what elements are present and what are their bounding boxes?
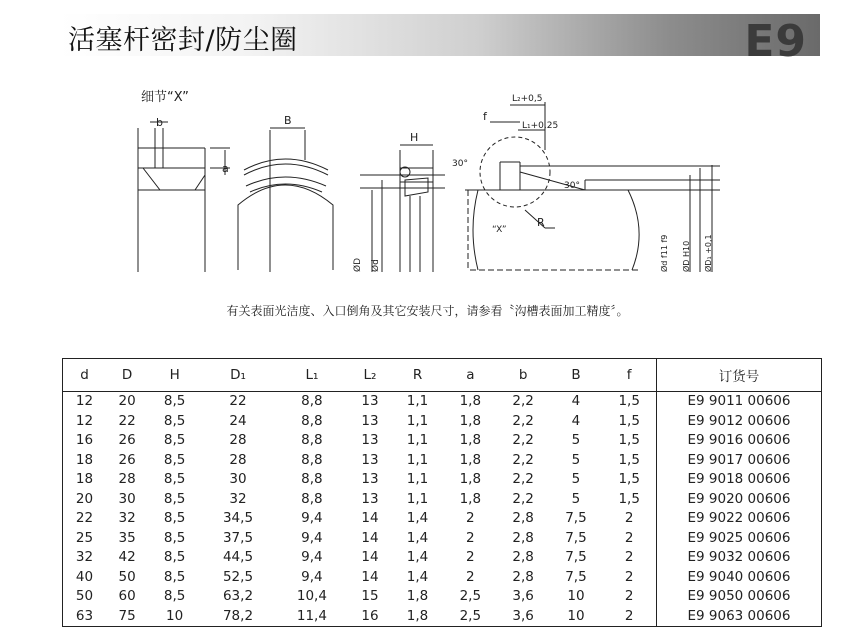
table-cell: 10	[567, 588, 585, 605]
table-row	[63, 392, 822, 412]
table-cell: 5	[571, 432, 581, 449]
order-number-cell: E9 9016 00606	[657, 431, 822, 451]
col-d: d	[63, 359, 106, 392]
table-cell: 1,1	[406, 490, 429, 507]
table-cell: 7,5	[565, 510, 587, 527]
table-cell: 34,5	[222, 510, 254, 527]
dim-X: “X”	[492, 225, 507, 235]
col-D: D	[106, 359, 148, 392]
table-cell: 8,5	[163, 412, 186, 429]
table-cell: 13	[361, 412, 379, 429]
order-number-cell: E9 9011 00606	[657, 392, 822, 412]
table-cell: 3,6	[512, 588, 534, 605]
table-cell: 4	[571, 393, 581, 410]
table-cell: 8,5	[163, 471, 186, 488]
table-cell: 44,5	[222, 549, 254, 566]
col-B: B	[550, 359, 603, 392]
table-cell: 1,8	[406, 588, 429, 605]
table-row	[63, 451, 822, 471]
table-cell: 2,5	[459, 607, 482, 624]
table-cell: 14	[361, 510, 379, 527]
col-a: a	[444, 359, 497, 392]
table-cell: 2,2	[512, 432, 534, 449]
table-cell: 10	[166, 607, 184, 624]
table-cell: 2	[624, 568, 634, 585]
table-cell: 32	[229, 490, 247, 507]
col-D1: D₁	[201, 359, 275, 392]
dim-angle-2: 30°	[564, 181, 580, 191]
table-cell: 1,8	[459, 490, 482, 507]
table-cell: 2	[624, 549, 634, 566]
table-cell: 2,2	[512, 471, 534, 488]
table-cell: 5	[571, 490, 581, 507]
table-cell: 15	[361, 588, 379, 605]
table-cell: 8,8	[301, 412, 323, 429]
table-cell: 1,5	[618, 471, 640, 488]
table-cell: 18	[75, 471, 94, 488]
table-cell: 8,8	[301, 471, 323, 488]
table-cell: 28	[229, 451, 247, 468]
table-cell: 8,5	[163, 529, 186, 546]
table-cell: 1,5	[618, 432, 640, 449]
table-header-row	[63, 359, 822, 392]
table-cell: 2,2	[512, 490, 534, 507]
table-cell: 8,5	[163, 393, 186, 410]
table-cell: 14	[361, 568, 379, 585]
detail-label: 细节“X”	[141, 90, 189, 105]
dim-angle-1: 30°	[452, 159, 468, 169]
table-cell: 5	[571, 451, 581, 468]
table-cell: 2	[624, 529, 634, 546]
table-cell: 2,8	[512, 568, 534, 585]
page-title: 活塞杆密封/防尘圈	[68, 25, 298, 56]
table-cell: 2,8	[512, 549, 534, 566]
col-R: R	[391, 359, 444, 392]
order-number-cell: E9 9050 00606	[657, 587, 822, 607]
table-cell: 28	[229, 432, 247, 449]
table-cell: 8,5	[163, 588, 186, 605]
table-cell: 13	[361, 432, 379, 449]
table-cell: 1,1	[406, 471, 429, 488]
spec-table	[62, 358, 822, 627]
table-cell: 3,6	[512, 607, 534, 624]
table-cell: 32	[118, 510, 136, 527]
order-number-cell: E9 9063 00606	[657, 607, 822, 627]
table-cell: 13	[361, 451, 379, 468]
table-row	[63, 568, 822, 588]
dim-f: f	[483, 110, 487, 123]
table-cell: 2	[466, 510, 475, 527]
table-cell: 25	[75, 529, 94, 546]
table-cell: 50	[75, 588, 94, 605]
table-cell: 8,8	[301, 393, 323, 410]
table-cell: 7,5	[565, 568, 587, 585]
table-cell: 1,4	[406, 568, 429, 585]
order-number-cell: E9 9032 00606	[657, 548, 822, 568]
table-cell: 2	[624, 588, 634, 605]
table-cell: 1,8	[459, 393, 482, 410]
table-cell: 1,8	[459, 412, 482, 429]
table-cell: 2	[466, 568, 475, 585]
table-cell: 2	[624, 607, 634, 624]
table-cell: 1,5	[618, 393, 640, 410]
dim-DH: ØD H10	[682, 240, 691, 272]
table-cell: 20	[75, 490, 94, 507]
dim-a: a	[222, 162, 229, 175]
dim-L1: L₁+0,25	[522, 121, 559, 131]
table-cell: 1,8	[459, 432, 482, 449]
table-cell: 9,4	[301, 510, 323, 527]
table-cell: 8,8	[301, 490, 323, 507]
dim-R: R	[537, 216, 545, 229]
table-cell: 28	[118, 471, 136, 488]
col-order-number: 订货号	[657, 359, 822, 392]
product-code: E9	[744, 16, 807, 67]
table-cell: 7,5	[565, 549, 587, 566]
order-number-cell: E9 9018 00606	[657, 470, 822, 490]
table-cell: 2,2	[512, 393, 534, 410]
dim-df: Ød f11 f9	[660, 234, 669, 272]
table-cell: 1,1	[406, 412, 429, 429]
dim-L2: L₂+0,5	[512, 94, 543, 104]
order-number-cell: E9 9025 00606	[657, 529, 822, 549]
table-cell: 10,4	[296, 588, 327, 605]
table-cell: 12	[75, 393, 94, 410]
table-cell: 40	[75, 568, 94, 585]
table-cell: 1,1	[406, 432, 429, 449]
table-cell: 2,2	[512, 412, 534, 429]
table-row	[63, 490, 822, 510]
table-row	[63, 587, 822, 607]
table-cell: 35	[118, 529, 136, 546]
table-cell: 52,5	[222, 568, 254, 585]
table-cell: 1,4	[406, 549, 429, 566]
table-cell: 8,5	[163, 549, 186, 566]
table-cell: 50	[118, 568, 136, 585]
table-cell: 63	[75, 607, 94, 624]
order-number-cell: E9 9020 00606	[657, 490, 822, 510]
table-row	[63, 412, 822, 432]
table-cell: 13	[361, 490, 379, 507]
table-row	[63, 607, 822, 627]
table-cell: 8,5	[163, 451, 186, 468]
table-cell: 2	[466, 549, 475, 566]
table-cell: 7,5	[565, 529, 587, 546]
table-cell: 8,5	[163, 432, 186, 449]
dim-d: Ød	[371, 259, 381, 272]
order-number-cell: E9 9017 00606	[657, 451, 822, 471]
table-cell: 30	[229, 471, 247, 488]
table-cell: 9,4	[301, 568, 323, 585]
table-cell: 8,8	[301, 451, 323, 468]
table-cell: 9,4	[301, 549, 323, 566]
table-row	[63, 470, 822, 490]
table-cell: 1,5	[618, 451, 640, 468]
dim-H: H	[410, 131, 419, 144]
table-cell: 60	[118, 588, 136, 605]
table-cell: 18	[75, 451, 94, 468]
col-f: f	[602, 359, 656, 392]
table-cell: 24	[229, 412, 247, 429]
table-cell: 75	[118, 607, 136, 624]
table-cell: 9,4	[301, 529, 323, 546]
table-cell: 2	[466, 529, 475, 546]
table-cell: 26	[118, 451, 136, 468]
dim-D1: ØD₁ +0,1	[704, 234, 713, 272]
table-cell: 26	[118, 432, 136, 449]
order-number-cell: E9 9022 00606	[657, 509, 822, 529]
table-cell: 78,2	[222, 607, 254, 624]
table-cell: 8,5	[163, 568, 186, 585]
table-cell: 8,5	[163, 490, 186, 507]
table-cell: 1,4	[406, 529, 429, 546]
table-cell: 1,8	[406, 607, 429, 624]
installation-note: 有关表面光洁度、入口倒角及其它安装尺寸，请参看〝沟槽表面加工精度〞。	[226, 304, 629, 318]
table-cell: 8,8	[301, 432, 323, 449]
dim-D: ØD	[353, 257, 363, 272]
table-cell: 2,8	[512, 529, 534, 546]
dim-B: B	[284, 114, 292, 127]
table-cell: 13	[361, 471, 379, 488]
table-row	[63, 548, 822, 568]
table-cell: 2,8	[512, 510, 534, 527]
col-b: b	[497, 359, 550, 392]
table-cell: 16	[361, 607, 379, 624]
table-cell: 30	[118, 490, 136, 507]
table-row	[63, 431, 822, 451]
table-cell: 63,2	[222, 588, 254, 605]
table-cell: 42	[118, 549, 136, 566]
table-cell: 32	[75, 549, 94, 566]
table-cell: 22	[118, 412, 136, 429]
table-cell: 2,5	[459, 588, 482, 605]
table-row	[63, 509, 822, 529]
table-cell: 16	[75, 432, 94, 449]
table-cell: 13	[361, 393, 379, 410]
table-cell: 11,4	[296, 607, 327, 624]
col-L1: L₁	[275, 359, 349, 392]
table-cell: 1,1	[406, 451, 429, 468]
table-cell: 2	[624, 510, 634, 527]
table-cell: 5	[571, 471, 581, 488]
table-cell: 14	[361, 549, 379, 566]
table-cell: 4	[571, 412, 581, 429]
table-cell: 1,4	[406, 510, 429, 527]
technical-drawing	[0, 0, 855, 300]
dim-b: b	[156, 116, 163, 129]
table-cell: 1,1	[406, 393, 429, 410]
table-cell: 2,2	[512, 451, 534, 468]
col-H: H	[148, 359, 201, 392]
table-cell: 10	[567, 607, 585, 624]
table-cell: 22	[229, 393, 247, 410]
table-cell: 8,5	[163, 510, 186, 527]
col-L2: L₂	[349, 359, 391, 392]
table-cell: 14	[361, 529, 379, 546]
table-cell: 22	[75, 510, 94, 527]
table-cell: 1,5	[618, 412, 640, 429]
table-cell: 1,5	[618, 490, 640, 507]
table-cell: 1,8	[459, 471, 482, 488]
table-cell: 37,5	[222, 529, 254, 546]
table-cell: 12	[75, 412, 94, 429]
table-row	[63, 529, 822, 549]
order-number-cell: E9 9040 00606	[657, 568, 822, 588]
table-cell: 1,8	[459, 451, 482, 468]
table-cell: 20	[118, 393, 136, 410]
order-number-cell: E9 9012 00606	[657, 412, 822, 432]
